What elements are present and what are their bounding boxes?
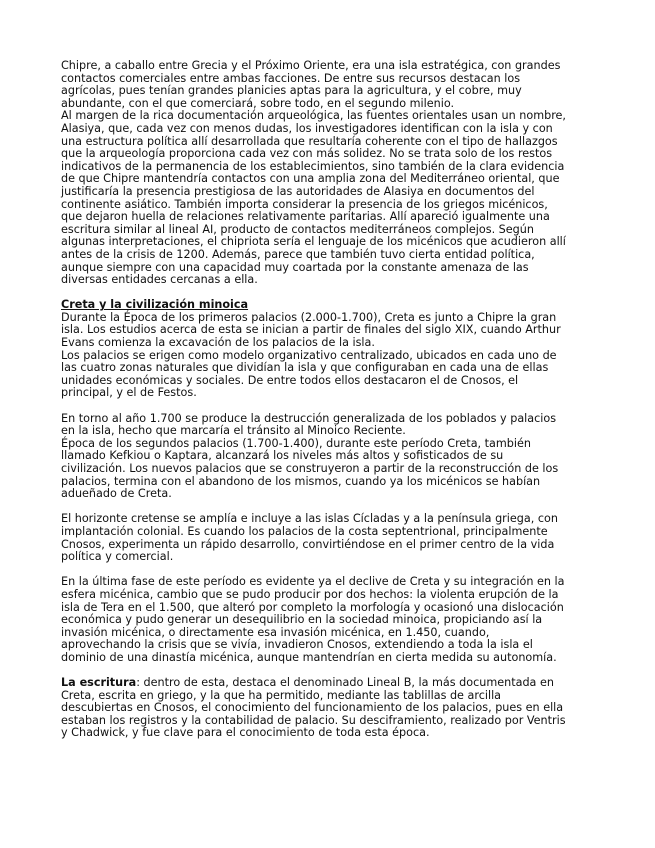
creta-paragraph-5: El horizonte cretense se amplía e incluye a las islas Cícladas y a la península griega, con implantación colonial. Es cuando los palacios de la costa septentrional, principalmente Cnosos, experimenta un rápido desarrollo, convirtiéndose en el primer centro de la vida política y comercial. bbox=[61, 512, 558, 564]
intro-paragraph-2: Al margen de la rica documentación arqueológica, las fuentes orientales usan un nombre, Alasiya, que, cada vez con menos dudas, los investigadores identifican con la isla y con una estructura política allí desarrollada que resultaría coherente con el tipo de hallazgos que la arqueología proporciona cada vez con más solidez. No se trata solo de los restos indicativos de la permanencia de los establecimientos, sino también de la clara evidencia de que Chipre mantendría contactos con una amplia zona del Mediterráneo oriental, que justificaría la presencia prestigiosa de las autoridades de Alasiya en documentos del continente asiático. También importa considerar la presencia de los griegos micénicos, que dejaron huella de relaciones relativamente paritarias. Allí apareció igualmente una escritura similar al lineal AI, producto de contactos mediterráneos complejos. Según algunas interpretaciones, el chipriota sería el lenguaje de los micénicos que acudieron allí antes de la crisis de 1200. Además, parece que también tuvo cierta entidad política, aunque siempre con una capacidad muy coartada por la constante amenaza de las diversas entidades cercanas a ella. bbox=[61, 109, 566, 287]
paragraph-gap bbox=[61, 400, 601, 413]
creta-paragraph-6: En la última fase de este período es evidente ya el declive de Creta y su integración en la esfera micénica, cambio que se pudo producir por dos hechos: la violenta erupción de la isla de Tera en el 1.500, que alteró por completo la morfología y ocasionó una dislocación económica y pudo generar un desequilibrio en la sociedad minoica, propiciando así la invasión micénica, o directamente esa invasión micénica, en 1.450, cuando, aprovechando la crisis que se vivía, invadieron Cnosos, extendiendo a toda la isla el dominio de una dinastía micénica, aunque mantendrían en cierta medida su autonomía. bbox=[61, 575, 565, 664]
creta-paragraph-4: Época de los segundos palacios (1.700-1.400), durante este período Creta, también llamado Kefkiou o Kaptara, alcanzará los niveles más altos y sofisticados de su civilización. Los nuevos palacios que se construyeron a partir de la reconstrucción de los palacios, termina con el abandono de los mismos, cuando ya los micénicos se habían adueñado de Creta. bbox=[61, 436, 559, 501]
intro-paragraph-1: Chipre, a caballo entre Grecia y el Próximo Oriente, era una isla estratégica, con grandes contactos comerciales entre ambas facciones. De entre sus recursos destacan los agrícolas, pues tenían grandes planicies aptas para la agricultura, y el cobre, muy abundante, con el que comerciará, sobre todo, en el segundo milenio. bbox=[61, 59, 561, 110]
escritura-text: : dentro de esta, destaca el denominado Lineal B, la más documentada en Creta, escrita en griego, y la que ha permitido, mediante las tablillas de arcilla descubiertas en Cnosos, el conocimiento del funcionamiento de los palacios, pues en ella estaban los registros y la contabilidad de palacio. Su desciframiento, realizado por Ventris y Chadwick, y fue clave para el conocimiento de toda esta época. bbox=[61, 676, 566, 740]
escritura-paragraph bbox=[61, 677, 601, 740]
document-page bbox=[61, 60, 601, 740]
creta-paragraph-2: Los palacios se erigen como modelo organizativo centralizado, ubicados en cada uno de las cuatro zonas naturales que dividían la isla y que configuraban en cada una de ellas unidades económicas y sociales. De entre todos ellos destacaron el de Cnosos, el principal, y el de Festos. bbox=[61, 348, 557, 400]
creta-paragraph-3: En torno al año 1.700 se produce la destrucción generalizada de los poblados y palacios en la isla, hecho que marcaría el tránsito al Minoico Reciente. bbox=[61, 411, 557, 438]
creta-paragraph-1: Durante la Época de los primeros palacios (2.000-1.700), Creta es junto a Chipre la gran isla. Los estudios acerca de esta se inician a partir de finales del siglo XIX, cuando Arthur Evans comienza la excavación de los palacios de la isla. bbox=[61, 310, 561, 350]
section-heading-creta: Creta y la civilización minoica bbox=[61, 298, 249, 312]
escritura-label: La escritura bbox=[61, 676, 137, 690]
